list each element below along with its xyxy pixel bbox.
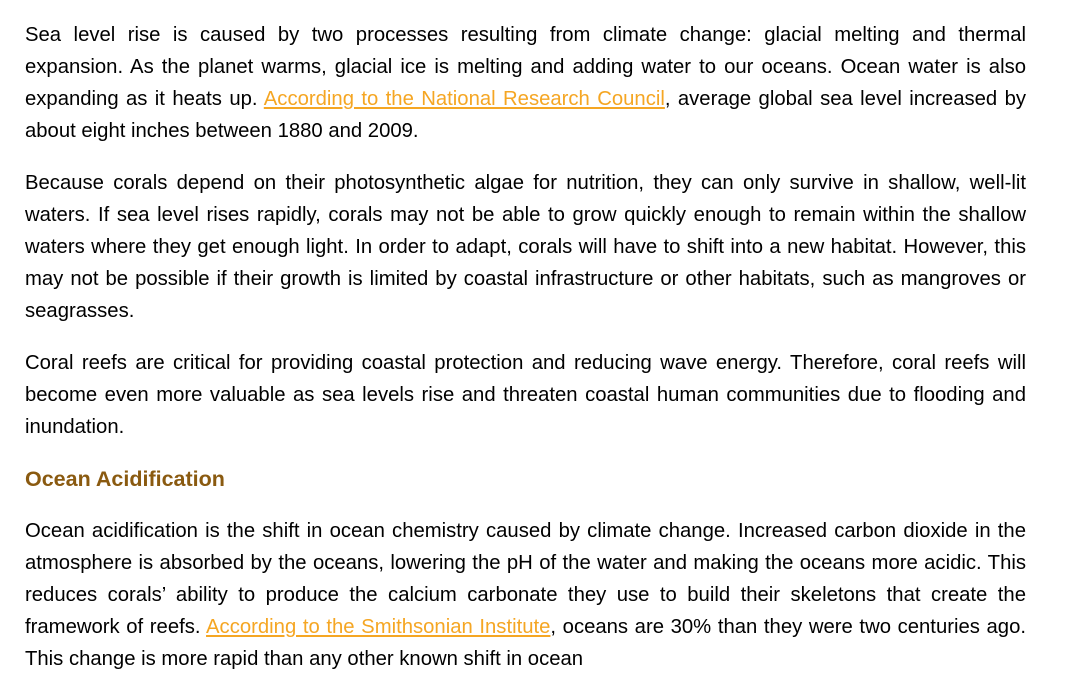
paragraph-sea-level-rise [25,19,1026,147]
paragraph-text: , oceans are 30% than they were two centuries ago. This change is more rapid than any other known shift in ocean [25,616,1026,670]
paragraph-text: , average global sea level increased by about eight inches between 1880 and 2009. [25,88,1026,142]
smithsonian-institute-link[interactable]: According to the Smithsonian Institute [206,616,551,638]
section-heading-ocean-acidification: Ocean Acidification [25,467,225,491]
paragraph-coral-habitat: Because corals depend on their photosynthetic algae for nutrition, they can only survive in shallow, well-lit waters. If sea level rises rapidly, corals may not be able to grow quickly enough to remain within the shallow waters where they get enough light. In order to adapt, corals will have to shift into a new habitat. However, this may not be possible if their growth is limited by coastal infrastructure or other habitats, such as mangroves or seagrasses. [25,172,1026,322]
paragraph-ocean-acidification [25,515,1026,675]
paragraph-text: Sea level rise is caused by two processes resulting from climate change: glacial melting and thermal expansion. As the planet warms, glacial ice is melting and adding water to our oceans. Ocean water is also expanding as it heats up. [25,24,1026,110]
national-research-council-link[interactable]: According to the National Research Council [263,88,665,110]
paragraph-text: Ocean acidification is the shift in ocean chemistry caused by climate change. Increased carbon dioxide in the atmosphere is absorbed by the oceans, lowering the pH of the water and making the oceans more acidic. This reduces corals’ ability to produce the calcium carbonate they use to build their skeletons that create the framework of reefs. [25,520,1026,638]
paragraph-coastal-protection: Coral reefs are critical for providing coastal protection and reducing wave energy. Therefore, coral reefs will become even more valuable as sea levels rise and threaten coastal human communities due to flooding and inundation. [25,352,1026,438]
